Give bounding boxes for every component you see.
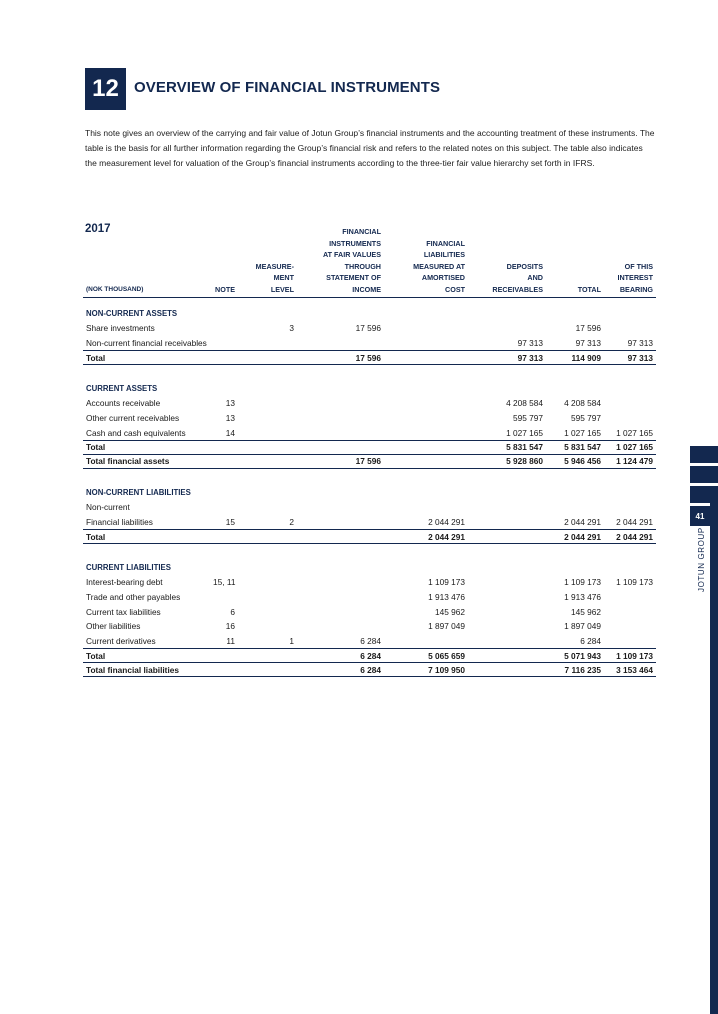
total-cell: 1 913 476: [564, 592, 601, 603]
table-row: [83, 515, 656, 530]
amortised-cost-cell: [384, 425, 468, 440]
header-note: NOTE: [210, 226, 238, 298]
note-cell: 11: [226, 635, 235, 646]
amortised-cost-cell: 1 897 049: [428, 621, 465, 632]
row-label: Trade and other payables: [86, 592, 181, 603]
fair-value-cell: 17 596: [355, 323, 381, 334]
interest-bearing-cell: [604, 604, 656, 619]
note-number-badge: [85, 68, 126, 110]
table-row: [83, 634, 656, 649]
deposits-cell: [468, 321, 546, 336]
level-cell: [238, 440, 297, 454]
fair-value-cell: [297, 500, 384, 515]
header-amortised-cost: FINANCIAL LIABILITIES MEASURED AT AMORTISED COST: [384, 226, 468, 298]
interest-bearing-cell: 97 313: [604, 351, 656, 365]
deposits-cell: [468, 590, 546, 605]
note-cell: 15: [225, 516, 235, 527]
note-title: OVERVIEW OF FINANCIAL INSTRUMENTS: [134, 79, 441, 96]
row-label: Share investments: [86, 323, 155, 334]
table-row: [83, 336, 656, 351]
total-cell: 595 797: [571, 413, 601, 424]
table-row: [83, 425, 656, 440]
table-header-row: [83, 226, 656, 298]
amortised-cost-cell: [384, 634, 468, 649]
amortised-cost-cell: [384, 351, 468, 365]
total-cell: 5 071 943: [546, 649, 604, 663]
row-label: Non-current: [86, 502, 130, 513]
company-name: JOTUN GROUP: [697, 527, 706, 592]
interest-bearing-cell: [604, 321, 656, 336]
fair-value-cell: [297, 515, 384, 530]
sidebar-tab: [690, 466, 718, 483]
interest-bearing-cell: 1 124 479: [604, 454, 656, 468]
level-cell: 1: [289, 635, 294, 646]
row-label: Current tax liabilities: [86, 606, 161, 617]
total-cell: 5 946 456: [546, 454, 604, 468]
total-cell: 114 909: [546, 351, 604, 365]
grand-total-row: [83, 454, 656, 468]
deposits-cell: [468, 663, 546, 677]
total-cell: 1 109 173: [564, 577, 601, 588]
interest-bearing-cell: 1 109 173: [616, 577, 653, 588]
deposits-cell: [468, 530, 546, 544]
amortised-cost-cell: 5 065 659: [384, 649, 468, 663]
interest-bearing-cell: [604, 634, 656, 649]
level-cell: [238, 604, 297, 619]
level-cell: 3: [289, 323, 294, 334]
deposits-cell: [468, 575, 546, 590]
page-number: 41: [690, 506, 710, 526]
grand-total-row: [83, 663, 656, 677]
amortised-cost-cell: 2 044 291: [428, 516, 465, 527]
fair-value-cell: [297, 575, 384, 590]
fair-value-cell: 6 284: [297, 649, 384, 663]
total-cell: 2 044 291: [564, 516, 601, 527]
interest-bearing-cell: 1 109 173: [604, 649, 656, 663]
total-row: [83, 649, 656, 663]
fair-value-cell: 6 284: [297, 663, 384, 677]
amortised-cost-cell: 145 962: [435, 606, 465, 617]
sidebar-tab: [690, 486, 718, 503]
deposits-cell: 4 208 584: [506, 398, 543, 409]
header-measurement-level: MEASURE- MENT LEVEL: [238, 226, 297, 298]
interest-bearing-cell: 97 313: [627, 337, 653, 348]
row-label: Financial liabilities: [86, 516, 153, 527]
interest-bearing-cell: 2 044 291: [616, 516, 653, 527]
header-interest-bearing: OF THIS INTEREST BEARING: [604, 226, 656, 298]
note-cell: [210, 663, 238, 677]
row-label: Total: [83, 351, 210, 365]
table-row: [83, 575, 656, 590]
header-unit: (NOK THOUSAND): [83, 226, 210, 298]
amortised-cost-cell: 2 044 291: [384, 530, 468, 544]
header-total: TOTAL: [546, 226, 604, 298]
total-cell: [546, 500, 604, 515]
level-cell: [238, 590, 297, 605]
amortised-cost-cell: 1 913 476: [428, 592, 465, 603]
interest-bearing-cell: [604, 619, 656, 634]
section-header-row: CURRENT ASSETS: [86, 384, 158, 394]
amortised-cost-cell: [384, 396, 468, 411]
interest-bearing-cell: [604, 411, 656, 426]
amortised-cost-cell: [384, 454, 468, 468]
total-cell: 7 116 235: [546, 663, 604, 677]
sidebar-bar: [710, 502, 718, 1014]
fair-value-cell: [297, 411, 384, 426]
section-header-row: NON-CURRENT LIABILITIES: [86, 487, 191, 497]
row-label: Other current receivables: [86, 413, 180, 424]
deposits-cell: [468, 604, 546, 619]
note-cell: [210, 590, 238, 605]
note-number: 12: [92, 75, 119, 102]
note-cell: [210, 351, 238, 365]
table-row: [83, 604, 656, 619]
level-cell: [238, 575, 297, 590]
table-row: [83, 500, 656, 515]
level-cell: [238, 530, 297, 544]
table-row: [83, 411, 656, 426]
total-cell: 145 962: [571, 606, 601, 617]
fair-value-cell: [297, 530, 384, 544]
note-cell: [210, 500, 238, 515]
level-cell: [238, 663, 297, 677]
fair-value-cell: [297, 396, 384, 411]
row-label: Current derivatives: [86, 635, 156, 646]
level-cell: [238, 351, 297, 365]
note-cell: 13: [225, 398, 235, 409]
note-cell: 14: [225, 427, 235, 438]
level-cell: [238, 619, 297, 634]
total-cell: 2 044 291: [546, 530, 604, 544]
fair-value-cell: 17 596: [297, 351, 384, 365]
fair-value-cell: [297, 619, 384, 634]
fair-value-cell: [297, 604, 384, 619]
interest-bearing-cell: [604, 590, 656, 605]
row-label: Accounts receivable: [86, 398, 161, 409]
level-cell: [238, 425, 297, 440]
fair-value-cell: [297, 336, 384, 351]
note-cell: [210, 321, 238, 336]
section-header-row: NON-CURRENT ASSETS: [86, 309, 178, 318]
note-cell: 16: [225, 621, 235, 632]
level-cell: [238, 411, 297, 426]
level-cell: [238, 336, 297, 351]
row-label: Total: [83, 649, 210, 663]
total-row: [83, 530, 656, 544]
deposits-cell: [468, 634, 546, 649]
total-row: [83, 440, 656, 454]
total-cell: 5 831 547: [546, 440, 604, 454]
table-row: [83, 321, 656, 336]
amortised-cost-cell: [384, 336, 468, 351]
note-cell: 6: [230, 606, 235, 617]
interest-bearing-cell: 1 027 165: [604, 440, 656, 454]
deposits-cell: 595 797: [513, 413, 543, 424]
interest-bearing-cell: 3 153 464: [604, 663, 656, 677]
deposits-cell: 5 928 860: [468, 454, 546, 468]
total-cell: 1 897 049: [564, 621, 601, 632]
financial-instruments-table: [83, 226, 656, 677]
interest-bearing-cell: 1 027 165: [616, 427, 653, 438]
amortised-cost-cell: 7 109 950: [384, 663, 468, 677]
total-cell: 97 313: [575, 337, 601, 348]
total-row: [83, 351, 656, 365]
deposits-cell: 1 027 165: [506, 427, 543, 438]
deposits-cell: [468, 619, 546, 634]
fair-value-cell: [297, 440, 384, 454]
fair-value-cell: [297, 425, 384, 440]
row-label: Total: [83, 440, 210, 454]
row-label: Total financial assets: [83, 454, 210, 468]
row-label: Cash and cash equivalents: [86, 427, 186, 438]
total-cell: 1 027 165: [564, 427, 601, 438]
table-row: [83, 396, 656, 411]
table-row: [83, 619, 656, 634]
total-cell: 6 284: [580, 635, 601, 646]
row-label: Non-current financial receivables: [86, 337, 207, 348]
deposits-cell: 5 831 547: [468, 440, 546, 454]
total-cell: 4 208 584: [564, 398, 601, 409]
interest-bearing-cell: 2 044 291: [604, 530, 656, 544]
note-cell: 15, 11: [213, 577, 236, 588]
level-cell: [238, 396, 297, 411]
amortised-cost-cell: [384, 500, 468, 515]
note-cell: 13: [225, 413, 235, 424]
amortised-cost-cell: [384, 321, 468, 336]
header-deposits: DEPOSITS AND RECEIVABLES: [468, 226, 546, 298]
amortised-cost-cell: 1 109 173: [428, 577, 465, 588]
note-cell: [210, 440, 238, 454]
level-cell: [238, 454, 297, 468]
total-cell: 17 596: [575, 323, 601, 334]
note-cell: [210, 530, 238, 544]
deposits-cell: 97 313: [517, 337, 543, 348]
header-fair-value: FINANCIAL INSTRUMENTS AT FAIR VALUES THROUGH STATEMENT OF INCOME: [297, 226, 384, 298]
level-cell: [238, 500, 297, 515]
table-year: 2017: [85, 223, 111, 235]
fair-value-cell: 17 596: [297, 454, 384, 468]
deposits-cell: [468, 515, 546, 530]
deposits-cell: [468, 500, 546, 515]
deposits-cell: 97 313: [468, 351, 546, 365]
level-cell: [238, 649, 297, 663]
intro-paragraph: This note gives an overview of the carrying and fair value of Jotun Group’s financial instruments and the accounting treatment of these instruments. The table is the basis for all further information regarding the Group’s financial risk and refers to the related notes on this subject. The table also indicates the measurement level for valuation of the Group’s financial instruments according to the three-tier fair value hierarchy set forth in IFRS.: [85, 128, 655, 168]
level-cell: 2: [289, 516, 294, 527]
row-label: Other liabilities: [86, 621, 141, 632]
amortised-cost-cell: [384, 440, 468, 454]
row-label: Total: [83, 530, 210, 544]
interest-bearing-cell: [604, 500, 656, 515]
deposits-cell: [468, 649, 546, 663]
fair-value-cell: 6 284: [360, 635, 381, 646]
sidebar-tab: [690, 446, 718, 463]
section-header-row: CURRENT LIABILITIES: [86, 563, 171, 573]
table-row: [83, 590, 656, 605]
note-cell: [210, 454, 238, 468]
note-cell: [210, 649, 238, 663]
amortised-cost-cell: [384, 411, 468, 426]
row-label: Total financial liabilities: [83, 663, 210, 677]
row-label: Interest-bearing debt: [86, 577, 163, 588]
interest-bearing-cell: [604, 396, 656, 411]
note-cell: [210, 336, 238, 351]
fair-value-cell: [297, 590, 384, 605]
